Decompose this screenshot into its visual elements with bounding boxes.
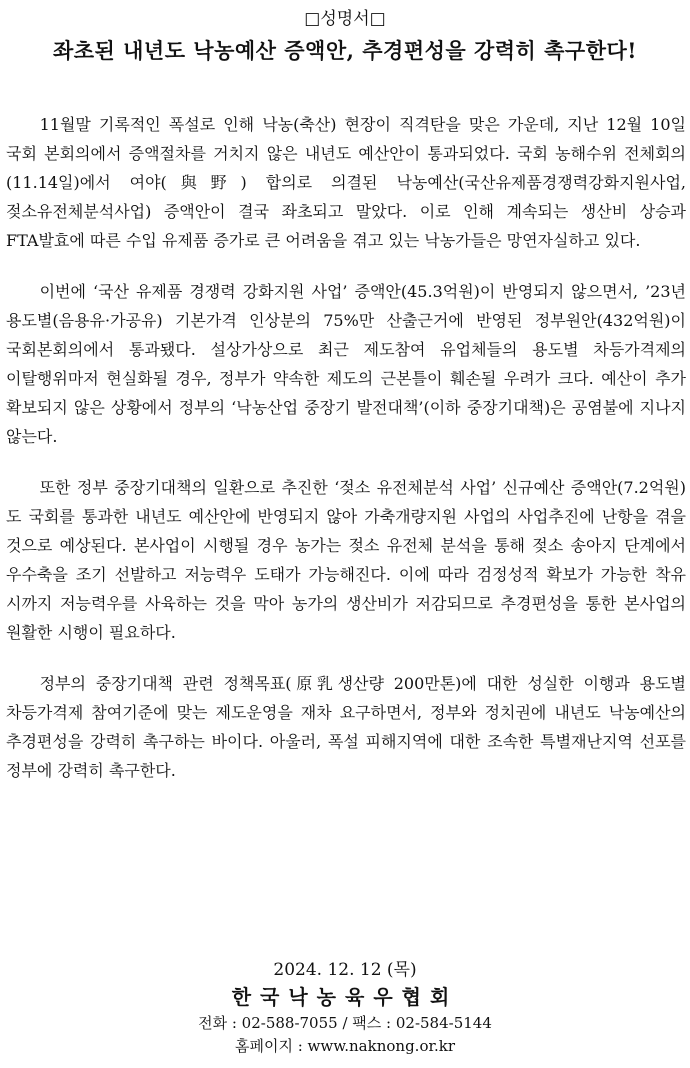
paragraph-3: 또한 정부 중장기대책의 일환으로 추진한 ‘젖소 유전체분석 사업’ 신규예산 증액안(7.2억원)도 국회를 통과한 내년도 예산안에 반영되지 않아 가축개량지원 사업의 사업추진에 난항을 겪을 것으로 예상된다. 본사업이 시행될 경우 농가는 젖소 유전체 분석을 통해 젖소 송아지 단계에서 우수축을 조기 선발하고 저능력우 도태가 가능해진다. 이에 따라 검정성적 확보가 가능한 착유 시까지 저능력우를 사육하는 것을 막아 농가의 생산비가 저감되므로 추경편성을 통한 본사업의 원활한 시행이 필요하다.: [6, 478, 686, 642]
issue-date: 2024. 12. 12 (목): [273, 960, 417, 980]
statement-footer: [0, 958, 690, 1058]
paragraph-1: 11월말 기록적인 폭설로 인해 낙농(축산) 현장이 직격탄을 맞은 가운데, 지난 12월 10일 국회 본회의에서 증액절차를 거치지 않은 내년도 예산안이 통과되었다. 국회 농해수위 전체회의(11.14일)에서 여야(與野) 합의로 의결된 낙농예산(국산유제품경쟁력강화지원사업, 젖소유전체분석사업) 증액안이 결국 좌초되고 말았다. 이로 인해 계속되는 생산비 상승과 FTA발효에 따른 수입 유제품 증가로 큰 어려움을 겪고 있는 낙농가들은 망연자실하고 있다.: [6, 115, 686, 250]
statement-body: [6, 110, 686, 807]
organization-name: 한국낙농육우협회: [231, 985, 459, 1009]
document-title: 좌초된 내년도 낙농예산 증액안, 추경편성을 강력히 촉구한다!: [52, 38, 638, 63]
contact-info: 전화 : 02-588-7055 / 팩스 : 02-584-5144: [198, 1014, 492, 1032]
homepage-info: 홈페이지 : www.naknong.or.kr: [234, 1037, 456, 1055]
document-type-label: □성명서□: [304, 9, 386, 29]
paragraph-4: 정부의 중장기대책 관련 정책목표(原乳생산량 200만톤)에 대한 성실한 이행과 용도별 차등가격제 참여기준에 맞는 제도운영을 재차 요구하면서, 정부와 정치권에 내년도 낙농예산의 추경편성을 강력히 촉구하는 바이다. 아울러, 폭설 피해지역에 대한 조속한 특별재난지역 선포를 정부에 강력히 촉구한다.: [6, 674, 686, 780]
paragraph-2: 이번에 ‘국산 유제품 경쟁력 강화지원 사업’ 증액안(45.3억원)이 반영되지 않으면서, ’23년 용도별(음용유·가공유) 기본가격 인상분의 75%만 산출근거에 반영된 정부원안(432억원)이 국회본회의에서 통과됐다. 설상가상으로 최근 제도참여 유업체들의 용도별 차등가격제의 이탈행위마저 현실화될 경우, 정부가 약속한 제도의 근본틀이 훼손될 우려가 크다. 예산이 추가 확보되지 않은 상황에서 정부의 ‘낙농산업 중장기 발전대책’(이하 중장기대책)은 공염불에 지나지 않는다.: [6, 282, 686, 446]
